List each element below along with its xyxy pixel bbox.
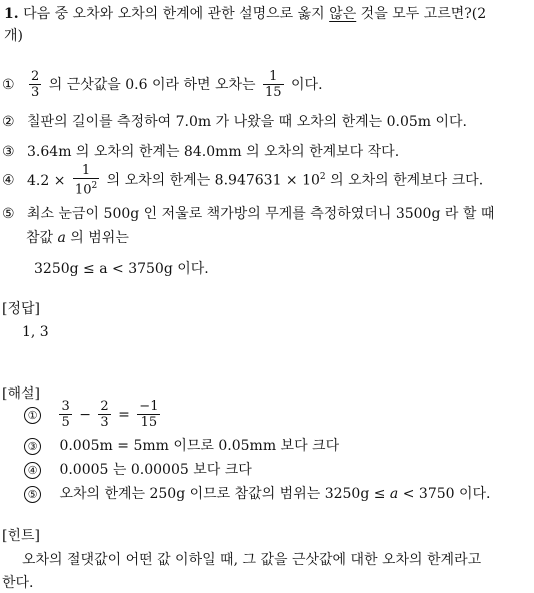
- explanation-frac-2-num: 2: [100, 399, 109, 414]
- option-4-frac-num: 1: [73, 164, 99, 179]
- explanation-frac-1-num: 3: [61, 399, 70, 414]
- option-5-line2: [26, 230, 129, 247]
- option-4-frac-den: [73, 179, 99, 197]
- option-5: [2, 206, 494, 223]
- explanation-frac-3: [137, 400, 160, 430]
- explanation-item-3-text: 0.0005 는 0.00005 보다 크다: [59, 462, 252, 478]
- option-4-fraction: [73, 164, 99, 197]
- option-4-frac-den-base: 10: [74, 182, 92, 198]
- option-1-frac-num: 2: [31, 69, 40, 84]
- option-4-post: 의 오차의 한계는 8.947631 × 10: [106, 172, 320, 189]
- option-4-mark: ④: [2, 172, 15, 189]
- option-5-line2-post: 의 범위는: [65, 230, 129, 246]
- explanation-item-3: [24, 462, 252, 479]
- option-5-mark: ⑤: [2, 206, 15, 222]
- option-1-fraction: [29, 70, 41, 100]
- question-text-after: 것을 모두 고르면?(2: [356, 6, 487, 22]
- option-1-mark: ①: [2, 77, 15, 93]
- explanation-item-4-var: a: [389, 486, 399, 502]
- option-2-text: 칠판의 길이를 측정하여 7.0m 가 나왔을 때 오차의 한계는 0.05m 이다.: [27, 114, 468, 130]
- explanation-equals: =: [118, 407, 130, 423]
- explanation-item-2-text: 0.005m = 5mm 이므로 0.05mm 보다 크다: [59, 438, 340, 454]
- option-1: [2, 70, 323, 100]
- explanation-item-4: [24, 486, 491, 503]
- explanation-item-3-mark: ④: [24, 462, 41, 479]
- explanation-frac-3-den: 15: [140, 415, 158, 430]
- option-3-mark: ③: [2, 144, 15, 160]
- explanation-frac-1-den: 5: [61, 415, 70, 430]
- question-stem: [4, 6, 486, 23]
- explanation-item-1-mark: ①: [24, 407, 41, 424]
- option-4: [2, 164, 483, 197]
- question-text-before: 다음 중 오차와 오차의 한계에 관한 설명으로 옳지: [23, 6, 330, 22]
- explanation-item-1: [24, 400, 163, 430]
- question-number: 1.: [4, 6, 19, 22]
- question-underlined: 않은: [329, 6, 357, 22]
- option-5-line2-var: a: [57, 230, 66, 246]
- option-4-post-exp: 2: [319, 172, 326, 183]
- explanation-item-2-mark: ③: [24, 438, 41, 455]
- explanation-item-4-post: < 3750 이다.: [398, 486, 491, 502]
- option-4-frac-den-exp: 2: [91, 181, 98, 191]
- hint-label: [힌트]: [2, 528, 40, 544]
- explanation-frac-3-num: −1: [139, 399, 159, 414]
- hint-line1: 오차의 절댓값이 어떤 값 이하일 때, 그 값을 근삿값에 대한 오차의 한계라고: [22, 552, 482, 568]
- explanation-item-4-pre: 오차의 한계는 250g 이므로 참값의 범위는 3250g ≤: [59, 486, 390, 502]
- explanation-frac-2-den: 3: [100, 415, 109, 430]
- option-5-line1: 최소 눈금이 500g 인 저울로 책가방의 무게를 측정하였더니 3500g 라 할 때: [27, 206, 495, 222]
- option-1-frac2-num: 1: [263, 70, 284, 85]
- answer-label: [정답]: [2, 301, 40, 317]
- option-2-mark: ②: [2, 114, 15, 130]
- option-1-frac2-den: 15: [265, 85, 282, 100]
- option-1-fraction-2: [263, 70, 284, 100]
- option-3: [2, 144, 399, 161]
- option-5-line3: 3250g ≤ a < 3750g 이다.: [34, 261, 209, 277]
- option-1-frac-den: 3: [31, 85, 40, 100]
- explanation-item-4-mark: ⑤: [24, 486, 41, 503]
- option-5-line2-pre: 참값: [26, 230, 58, 246]
- option-3-text: 3.64m 의 오차의 한계는 84.0mm 의 오차의 한계보다 작다.: [27, 144, 400, 160]
- option-4-pre: 4.2 ×: [27, 172, 66, 189]
- question-line2: 개): [4, 28, 23, 44]
- explanation-frac-2: [98, 400, 110, 430]
- option-2: [2, 114, 467, 131]
- answer-value: 1, 3: [22, 324, 49, 340]
- option-4-post2: 의 오차의 한계보다 크다.: [330, 172, 484, 189]
- explanation-item-2: [24, 438, 339, 455]
- hint-line2: 한다.: [2, 575, 34, 591]
- option-1-post: 이다.: [291, 77, 323, 93]
- explanation-frac-1: [59, 400, 71, 430]
- explanation-label: [해설]: [2, 386, 40, 402]
- option-1-mid: 의 근삿값을 0.6 이라 하면 오차는: [48, 77, 256, 93]
- explanation-minus: −: [79, 407, 91, 423]
